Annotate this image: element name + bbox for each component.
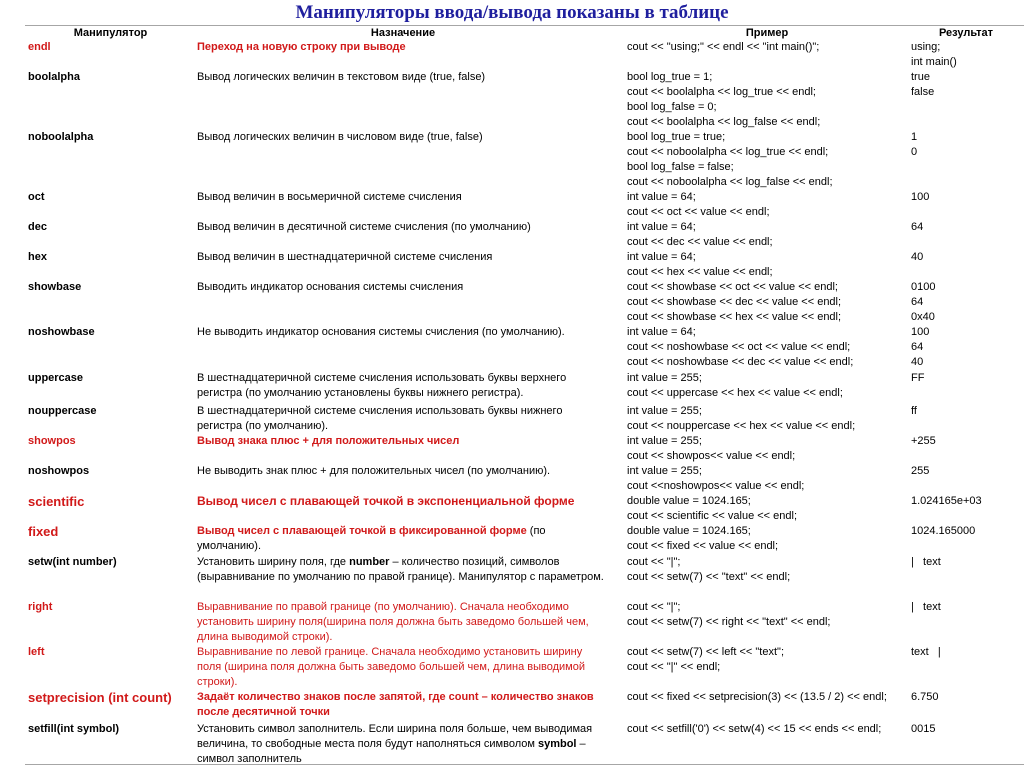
manipulator-description [197, 220, 609, 235]
result-line: 6.750 [911, 691, 939, 703]
output-result [911, 280, 1021, 325]
result-line: 64 [911, 296, 924, 308]
result-line: 1.024165e+03 [911, 495, 982, 507]
example-line: cout << scientific << value << endl; [627, 510, 798, 522]
result-line: +255 [911, 435, 936, 447]
result-line: | text [911, 601, 941, 613]
manipulator-name: uppercase [28, 372, 84, 384]
output-result [911, 524, 1021, 539]
manipulator-name: noshowpos [28, 465, 90, 477]
example-line: cout << showbase << oct << value << endl; [627, 281, 838, 293]
result-line: int main() [911, 56, 957, 68]
output-result [911, 690, 1021, 705]
output-result [911, 220, 1021, 235]
example-line: cout << fixed << setprecision(3) << (13.5 / 2) << endl; [627, 691, 887, 703]
manipulator-name: boolalpha [28, 71, 80, 83]
header-result: Результат [938, 27, 994, 39]
example-line: cout << setfill('0') << setw(4) << 15 << ends << endl; [627, 723, 882, 735]
result-line: ff [911, 405, 917, 417]
output-result [911, 70, 1021, 100]
description-text: Задаёт количество знаков после запятой, где count – количество знаков после десятичной точки [197, 691, 594, 718]
manipulator-name: dec [28, 221, 47, 233]
output-result [911, 325, 1021, 370]
output-result [911, 434, 1021, 449]
manipulator-description [197, 325, 609, 340]
header-example: Пример [745, 27, 789, 39]
result-line: 64 [911, 221, 924, 233]
manipulator-name: left [28, 646, 45, 658]
example-code [627, 690, 907, 705]
result-line: 40 [911, 356, 924, 368]
example-line: cout << boolalpha << log_false << endl; [627, 116, 821, 128]
output-result [911, 464, 1021, 479]
description-text: Вывод величин в шестнадцатеричной системе счисления [197, 251, 493, 263]
description-text: Переход на новую строку при выводе [197, 41, 406, 53]
result-line: 64 [911, 341, 924, 353]
manipulator-description [197, 722, 609, 767]
example-line: cout << uppercase << hex << value << endl; [627, 387, 843, 399]
output-result [911, 404, 1021, 419]
manipulator-description [197, 40, 609, 55]
manipulator-description [197, 371, 609, 401]
example-code [627, 600, 907, 630]
manipulator-name: setprecision (int count) [28, 690, 172, 705]
example-code [627, 494, 907, 524]
table-bottom-rule [25, 764, 1024, 765]
result-line: true [911, 71, 930, 83]
result-line: 1024.165000 [911, 525, 976, 537]
description-text: Вывод величин в восьмеричной системе счисления [197, 191, 462, 203]
result-line: 100 [911, 326, 930, 338]
result-line: 0 [911, 146, 918, 158]
manipulator-description [197, 70, 609, 85]
description-text: Выводить индикатор основания системы счисления [197, 281, 464, 293]
example-line: cout << "|" << endl; [627, 661, 721, 673]
manipulator-name: setfill(int symbol) [28, 723, 120, 735]
manipulator-description [197, 190, 609, 205]
example-line: cout << noshowbase << dec << value << endl; [627, 356, 854, 368]
manipulator-description [197, 555, 609, 585]
description-text: Вывод логических величин в числовом виде (true, false) [197, 131, 483, 143]
example-code [627, 645, 907, 675]
example-code [627, 250, 907, 280]
result-line: false [911, 86, 935, 98]
example-code [627, 524, 907, 554]
example-code [627, 722, 907, 737]
manipulator-name: hex [28, 251, 47, 263]
result-line: using; [911, 41, 941, 53]
example-line: cout << showbase << dec << value << endl; [627, 296, 842, 308]
manipulator-name: setw(int number) [28, 556, 117, 568]
example-code [627, 371, 907, 401]
result-line: 1 [911, 131, 918, 143]
example-line: cout << setw(7) << left << "text"; [627, 646, 785, 658]
description-text: Установить ширину поля, где [197, 556, 350, 568]
example-line: cout << noboolalpha << log_false << endl; [627, 176, 833, 188]
description-text: Вывод чисел с плавающей точкой в экспоненциальной форме [197, 494, 575, 508]
description-text: Не выводить индикатор основания системы счисления (по умолчанию). [197, 326, 565, 338]
example-line: int value = 64; [627, 191, 696, 203]
example-code [627, 130, 907, 190]
example-line: cout << dec << value << endl; [627, 236, 773, 248]
example-line: cout << showpos<< value << endl; [627, 450, 796, 462]
example-line: cout << noshowbase << oct << value << endl; [627, 341, 851, 353]
output-result [911, 371, 1021, 386]
result-line: FF [911, 372, 925, 384]
manipulator-name: nouppercase [28, 405, 97, 417]
manipulator-name: right [28, 601, 53, 613]
example-line: double value = 1024.165; [627, 525, 751, 537]
result-line: 40 [911, 251, 924, 263]
example-line: cout << oct << value << endl; [627, 206, 770, 218]
example-line: int value = 64; [627, 221, 696, 233]
description-text: Вывод величин в десятичной системе счисления (по умолчанию) [197, 221, 531, 233]
page-title: Манипуляторы ввода/вывода показаны в таблице [295, 2, 729, 23]
example-code [627, 40, 907, 55]
example-line: bool log_true = true; [627, 131, 726, 143]
result-line: 0x40 [911, 311, 935, 323]
result-line: 100 [911, 191, 930, 203]
example-line: cout << hex << value << endl; [627, 266, 773, 278]
output-result [911, 555, 1021, 570]
description-text: – количество позиций, символов (выравнивание по умолчанию по правой границе). Манипулятор с параметром. [197, 556, 604, 583]
manipulator-name: noshowbase [28, 326, 95, 338]
manipulator-name: showpos [28, 435, 76, 447]
manipulator-description [197, 434, 609, 449]
output-result [911, 600, 1021, 615]
description-text: В шестнадцатеричной системе счисления использовать буквы нижнего регистра (по умолчанию). [197, 405, 563, 432]
output-result [911, 645, 1021, 660]
manipulator-description [197, 464, 609, 479]
example-code [627, 464, 907, 494]
example-line: bool log_false = 0; [627, 101, 717, 113]
example-line: cout << boolalpha << log_true << endl; [627, 86, 816, 98]
example-code [627, 325, 907, 370]
header-purpose: Назначение [370, 27, 436, 39]
example-line: cout << showbase << hex << value << endl; [627, 311, 842, 323]
description-text: Вывод логических величин в текстовом виде (true, false) [197, 71, 486, 83]
result-line: text | [911, 646, 941, 658]
description-text: В шестнадцатеричной системе счисления использовать буквы верхнего регистра (по умолчанию установлены буквы нижнего регистра). [197, 372, 567, 399]
example-code [627, 220, 907, 250]
example-line: int value = 64; [627, 251, 696, 263]
example-line: cout << noboolalpha << log_true << endl; [627, 146, 829, 158]
example-line: cout <<noshowpos<< value << endl; [627, 480, 805, 492]
manipulator-name: scientific [28, 494, 85, 509]
manipulator-description [197, 280, 609, 295]
manipulator-name: noboolalpha [28, 131, 94, 143]
result-line: 0015 [911, 723, 936, 735]
example-line: cout << "|"; [627, 556, 681, 568]
example-line: cout << nouppercase << hex << value << endl; [627, 420, 856, 432]
example-code [627, 70, 907, 130]
example-line: cout << setw(7) << right << "text" << endl; [627, 616, 831, 628]
example-line: int value = 255; [627, 465, 702, 477]
result-line: | text [911, 556, 941, 568]
manipulator-name: oct [28, 191, 45, 203]
manipulator-description [197, 524, 609, 554]
output-result [911, 250, 1021, 265]
output-result [911, 130, 1021, 160]
output-result [911, 190, 1021, 205]
example-line: bool log_true = 1; [627, 71, 713, 83]
example-line: cout << "|"; [627, 601, 681, 613]
example-line: cout << setw(7) << "text" << endl; [627, 571, 791, 583]
manipulator-description [197, 494, 609, 510]
description-text: Не выводить знак плюс + для положительных чисел (по умолчанию). [197, 465, 551, 477]
result-line: 255 [911, 465, 930, 477]
description-text: Вывод чисел с плавающей точкой в фиксированной форме [197, 525, 527, 537]
manipulator-name: showbase [28, 281, 82, 293]
example-code [627, 280, 907, 325]
manipulator-description [197, 645, 609, 690]
output-result [911, 40, 1021, 70]
example-line: double value = 1024.165; [627, 495, 751, 507]
description-keyword: symbol [537, 738, 577, 750]
description-text: Выравнивание по левой границе. Сначала необходимо установить ширину поля (ширина поля должна быть заведомо большей чем, длина выводимой строки). [197, 646, 586, 688]
output-result [911, 722, 1021, 737]
example-code [627, 190, 907, 220]
description-text: Установить символ заполнитель. Если ширина поля больше, чем выводимая величина, то свободные места поля будут наполняться символом [197, 723, 593, 750]
manipulator-description [197, 600, 609, 645]
description-text: Вывод знака плюс + для положительных чисел [197, 435, 460, 447]
example-line: int value = 255; [627, 405, 702, 417]
example-line: cout << "using;" << endl << "int main()"; [627, 41, 820, 53]
example-line: cout << fixed << value << endl; [627, 540, 779, 552]
table-top-rule [25, 25, 1024, 26]
manipulator-description [197, 250, 609, 265]
output-result [911, 494, 1021, 509]
example-line: int value = 255; [627, 372, 702, 384]
manipulator-description [197, 404, 609, 434]
header-manipulator: Манипулятор [73, 27, 148, 39]
example-code [627, 434, 907, 464]
example-line: int value = 255; [627, 435, 702, 447]
example-line: int value = 64; [627, 326, 696, 338]
description-text: – символ заполнитель [197, 738, 586, 765]
example-code [627, 404, 907, 434]
description-text-rest: (по умолчанию). [197, 525, 546, 552]
manipulator-description [197, 130, 609, 145]
manipulator-description [197, 690, 609, 720]
example-line: bool log_false = false; [627, 161, 734, 173]
description-text: Выравнивание по правой границе (по умолчанию). Сначала необходимо установить ширину поля(ширина поля должна быть заведомо большей чем, длина выводимой строки). [197, 601, 589, 643]
description-keyword: number [349, 556, 390, 568]
manipulator-name: endl [28, 41, 51, 53]
example-code [627, 555, 907, 585]
manipulator-name: fixed [28, 524, 59, 539]
result-line: 0100 [911, 281, 936, 293]
